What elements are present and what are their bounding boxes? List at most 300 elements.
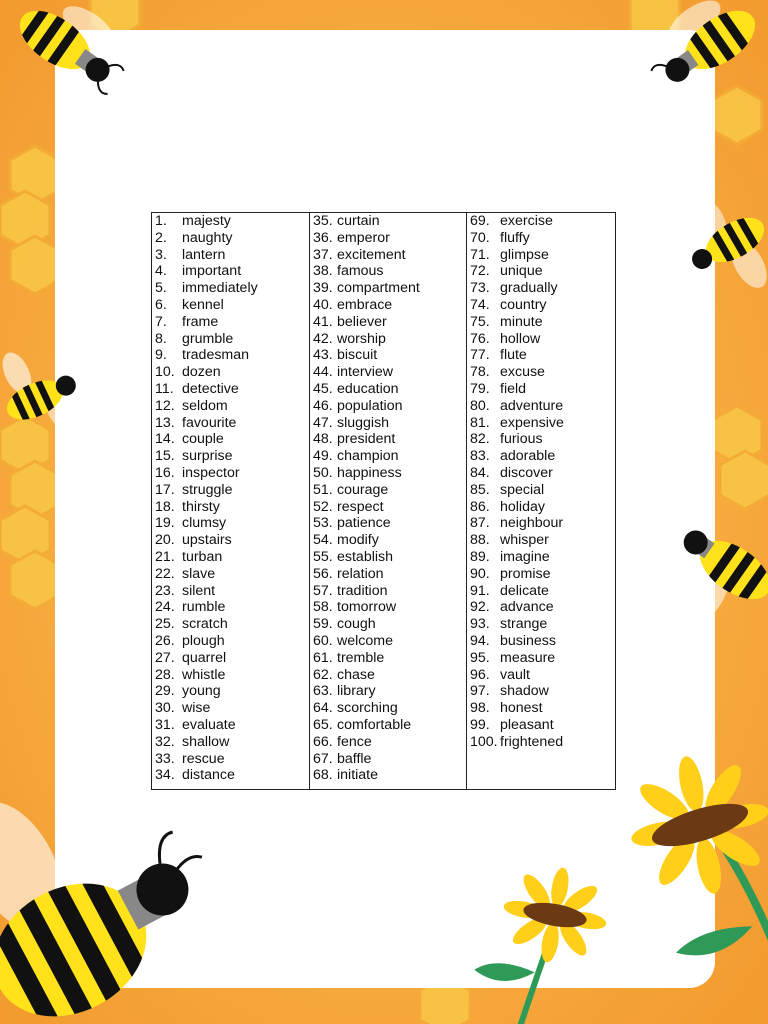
word-text: kennel (182, 296, 224, 313)
word-row (152, 667, 309, 684)
word-number: 51. (313, 481, 333, 498)
word-row (152, 717, 309, 734)
word-number: 100. (470, 733, 498, 750)
word-text: rumble (182, 599, 226, 616)
word-number: 83. (470, 448, 490, 465)
word-text: famous (337, 263, 384, 280)
word-row (467, 347, 615, 364)
word-number: 54. (313, 532, 333, 549)
word-row (152, 532, 309, 549)
word-text: vault (500, 666, 530, 683)
word-row (152, 230, 309, 247)
word-text: expensive (500, 414, 564, 431)
word-text: respect (337, 498, 384, 515)
word-number: 94. (470, 632, 490, 649)
word-row (467, 566, 615, 583)
word-number: 89. (470, 548, 490, 565)
word-text: population (337, 397, 403, 414)
word-row (152, 583, 309, 600)
word-row (152, 347, 309, 364)
word-row (152, 633, 309, 650)
word-text: field (500, 380, 527, 397)
word-number: 16. (155, 464, 175, 481)
word-text: chase (337, 666, 375, 683)
word-text: thirsty (182, 498, 220, 515)
word-row (467, 499, 615, 516)
word-number: 61. (313, 649, 333, 666)
word-number: 36. (313, 229, 333, 246)
word-text: clumsy (182, 515, 227, 532)
word-text: struggle (182, 481, 233, 498)
word-text: business (500, 632, 556, 649)
word-row (310, 566, 466, 583)
word-text: tomorrow (337, 599, 397, 616)
word-text: strange (500, 616, 548, 633)
word-number: 14. (155, 431, 175, 448)
word-number: 19. (155, 515, 175, 532)
word-number: 38. (313, 263, 333, 280)
word-text: flute (500, 347, 527, 364)
word-row (310, 549, 466, 566)
word-text: welcome (337, 632, 393, 649)
word-row (467, 398, 615, 415)
word-row (310, 331, 466, 348)
word-number: 70. (470, 229, 490, 246)
word-row (310, 667, 466, 684)
word-number: 33. (155, 750, 175, 767)
word-row (310, 683, 466, 700)
word-text: fence (337, 733, 372, 750)
word-number: 85. (470, 481, 490, 498)
word-text: whistle (182, 666, 226, 683)
word-text: minute (500, 313, 543, 330)
word-text: education (337, 380, 399, 397)
word-row (310, 583, 466, 600)
word-number: 95. (470, 649, 490, 666)
word-row (152, 700, 309, 717)
word-row (467, 247, 615, 264)
word-row (467, 448, 615, 465)
word-text: frame (182, 313, 219, 330)
word-text: surprise (182, 448, 233, 465)
word-text: frightened (500, 733, 564, 750)
word-number: 76. (470, 330, 490, 347)
word-number: 11. (155, 380, 174, 397)
word-column-1 (152, 213, 309, 789)
word-number: 29. (155, 683, 175, 700)
word-number: 69. (470, 213, 490, 229)
word-text: promise (500, 565, 551, 582)
word-row (152, 549, 309, 566)
word-number: 74. (470, 296, 490, 313)
word-row (467, 364, 615, 381)
word-text: comfortable (337, 716, 412, 733)
word-row (152, 331, 309, 348)
word-number: 49. (313, 448, 333, 465)
word-text: country (500, 296, 547, 313)
word-number: 21. (155, 548, 175, 565)
word-number: 96. (470, 666, 490, 683)
word-text: young (182, 683, 221, 700)
word-row (310, 532, 466, 549)
word-text: relation (337, 565, 384, 582)
word-row (152, 263, 309, 280)
word-number: 55. (313, 548, 333, 565)
word-text: believer (337, 313, 387, 330)
word-number: 67. (313, 750, 333, 767)
word-number: 87. (470, 515, 490, 532)
word-text: tradition (337, 582, 388, 599)
word-row (310, 465, 466, 482)
word-row (467, 465, 615, 482)
word-row (310, 398, 466, 415)
word-row (152, 247, 309, 264)
word-row (152, 767, 309, 784)
word-number: 32. (155, 733, 175, 750)
word-row (152, 213, 309, 230)
word-row (310, 213, 466, 230)
word-row (467, 280, 615, 297)
word-number: 17. (155, 481, 175, 498)
word-row (310, 499, 466, 516)
word-text: unique (500, 263, 543, 280)
word-number: 47. (313, 414, 333, 431)
word-text: dozen (182, 364, 221, 381)
word-text: upstairs (182, 532, 232, 549)
word-text: quarrel (182, 649, 227, 666)
word-number: 92. (470, 599, 490, 616)
word-number: 65. (313, 716, 333, 733)
word-number: 62. (313, 666, 333, 683)
word-row (152, 415, 309, 432)
word-text: establish (337, 548, 393, 565)
word-text: detective (182, 380, 239, 397)
word-row (310, 515, 466, 532)
word-number: 34. (155, 767, 175, 784)
word-row (467, 667, 615, 684)
word-text: wise (182, 700, 211, 717)
word-row (467, 515, 615, 532)
word-row (467, 599, 615, 616)
word-row (467, 415, 615, 432)
word-text: fluffy (500, 229, 530, 246)
word-row (310, 700, 466, 717)
word-number: 26. (155, 632, 175, 649)
word-number: 72. (470, 263, 490, 280)
word-text: turban (182, 548, 223, 565)
word-row (310, 650, 466, 667)
word-text: holiday (500, 498, 545, 515)
word-text: tradesman (182, 347, 250, 364)
word-column-2 (309, 213, 466, 789)
word-number: 98. (470, 700, 490, 717)
word-text: scorching (337, 700, 398, 717)
word-row (152, 364, 309, 381)
word-number: 57. (313, 582, 333, 599)
word-text: glimpse (500, 246, 549, 263)
word-text: courage (337, 481, 389, 498)
word-row (467, 683, 615, 700)
word-text: president (337, 431, 396, 448)
word-text: majesty (182, 213, 231, 229)
word-text: champion (337, 448, 399, 465)
word-number: 27. (155, 649, 175, 666)
word-number: 44. (313, 364, 333, 381)
word-row (310, 482, 466, 499)
word-number: 3. (155, 246, 167, 263)
word-number: 25. (155, 616, 175, 633)
word-number: 12. (155, 397, 175, 414)
word-row (310, 448, 466, 465)
word-number: 80. (470, 397, 490, 414)
word-text: couple (182, 431, 224, 448)
word-row (310, 734, 466, 751)
word-text: inspector (182, 464, 240, 481)
word-number: 37. (313, 246, 333, 263)
word-number: 40. (313, 296, 333, 313)
word-number: 35. (313, 213, 333, 229)
word-number: 75. (470, 313, 490, 330)
word-row (152, 280, 309, 297)
word-number: 41. (313, 313, 333, 330)
word-row (467, 583, 615, 600)
word-number: 2. (155, 229, 167, 246)
word-row (152, 616, 309, 633)
word-row (467, 297, 615, 314)
word-number: 1. (155, 213, 167, 229)
word-column-3 (466, 213, 615, 789)
word-number: 66. (313, 733, 333, 750)
word-number: 81. (470, 414, 490, 431)
word-row (467, 717, 615, 734)
word-number: 39. (313, 280, 333, 297)
word-text: adventure (500, 397, 564, 414)
word-row (152, 734, 309, 751)
word-number: 73. (470, 280, 490, 297)
word-row (467, 331, 615, 348)
word-number: 90. (470, 565, 490, 582)
word-text: lantern (182, 246, 226, 263)
word-row (152, 650, 309, 667)
word-row (310, 297, 466, 314)
word-text: scratch (182, 616, 228, 633)
word-number: 7. (155, 313, 167, 330)
word-number: 88. (470, 532, 490, 549)
word-row (152, 515, 309, 532)
word-text: immediately (182, 280, 258, 297)
word-number: 78. (470, 364, 490, 381)
word-row (467, 263, 615, 280)
word-row (152, 499, 309, 516)
word-text: embrace (337, 296, 393, 313)
word-number: 28. (155, 666, 175, 683)
word-row (467, 431, 615, 448)
word-number: 52. (313, 498, 333, 515)
word-text: silent (182, 582, 216, 599)
word-number: 24. (155, 599, 175, 616)
word-number: 50. (313, 464, 333, 481)
word-number: 15. (155, 448, 175, 465)
word-row (152, 431, 309, 448)
word-number: 64. (313, 700, 333, 717)
word-row (152, 448, 309, 465)
word-row (310, 599, 466, 616)
word-number: 13. (155, 414, 175, 431)
word-row (152, 683, 309, 700)
word-number: 31. (155, 716, 175, 733)
word-text: hollow (500, 330, 541, 347)
word-row (310, 767, 466, 784)
word-text: modify (337, 532, 379, 549)
word-row (467, 549, 615, 566)
word-row (152, 398, 309, 415)
word-text: exercise (500, 213, 553, 229)
word-number: 79. (470, 380, 490, 397)
word-text: biscuit (337, 347, 378, 364)
word-text: distance (182, 767, 235, 784)
word-row (310, 381, 466, 398)
word-text: seldom (182, 397, 228, 414)
spelling-word-table (151, 212, 616, 790)
word-number: 58. (313, 599, 333, 616)
word-row (467, 633, 615, 650)
word-row (467, 230, 615, 247)
word-text: discover (500, 464, 553, 481)
word-text: library (337, 683, 376, 700)
word-number: 71. (470, 246, 490, 263)
word-text: excuse (500, 364, 545, 381)
word-row (152, 566, 309, 583)
word-row (310, 247, 466, 264)
word-text: measure (500, 649, 556, 666)
word-number: 60. (313, 632, 333, 649)
word-text: shadow (500, 683, 549, 700)
word-row (467, 650, 615, 667)
word-row (467, 381, 615, 398)
word-row (152, 465, 309, 482)
word-text: special (500, 481, 545, 498)
word-number: 56. (313, 565, 333, 582)
word-number: 53. (313, 515, 333, 532)
word-row (310, 347, 466, 364)
word-text: advance (500, 599, 554, 616)
word-text: curtain (337, 213, 380, 229)
word-number: 9. (155, 347, 167, 364)
word-text: pleasant (500, 716, 554, 733)
word-number: 93. (470, 616, 490, 633)
word-number: 10. (155, 364, 175, 381)
word-row (310, 415, 466, 432)
word-text: important (182, 263, 242, 280)
word-text: delicate (500, 582, 549, 599)
word-text: evaluate (182, 716, 236, 733)
word-text: favourite (182, 414, 237, 431)
word-text: worship (337, 330, 386, 347)
word-row (467, 482, 615, 499)
word-number: 6. (155, 296, 167, 313)
word-text: neighbour (500, 515, 564, 532)
word-number: 43. (313, 347, 333, 364)
word-row (467, 734, 615, 751)
word-text: sluggish (337, 414, 390, 431)
word-row (310, 751, 466, 768)
word-row (467, 616, 615, 633)
word-row (310, 364, 466, 381)
word-number: 23. (155, 582, 175, 599)
word-number: 91. (470, 582, 490, 599)
word-row (467, 700, 615, 717)
word-text: emperor (337, 229, 390, 246)
word-row (310, 717, 466, 734)
word-text: honest (500, 700, 543, 717)
word-row (152, 381, 309, 398)
word-text: excitement (337, 246, 406, 263)
word-row (467, 532, 615, 549)
word-row (310, 314, 466, 331)
word-number: 45. (313, 380, 333, 397)
word-number: 30. (155, 700, 175, 717)
word-text: cough (337, 616, 376, 633)
word-text: patience (337, 515, 391, 532)
word-row (467, 213, 615, 230)
word-text: compartment (337, 280, 420, 297)
word-number: 82. (470, 431, 490, 448)
word-text: naughty (182, 229, 233, 246)
word-number: 63. (313, 683, 333, 700)
word-text: slave (182, 565, 216, 582)
word-text: furious (500, 431, 543, 448)
word-number: 86. (470, 498, 490, 515)
word-row (467, 314, 615, 331)
word-number: 18. (155, 498, 175, 515)
word-text: plough (182, 632, 225, 649)
word-number: 48. (313, 431, 333, 448)
word-text: adorable (500, 448, 556, 465)
word-text: whisper (500, 532, 549, 549)
word-text: grumble (182, 330, 234, 347)
word-row (152, 751, 309, 768)
word-text: imagine (500, 548, 550, 565)
word-number: 4. (155, 263, 167, 280)
word-number: 68. (313, 767, 333, 784)
word-row (310, 431, 466, 448)
word-text: happiness (337, 464, 402, 481)
word-row (310, 280, 466, 297)
word-row (152, 599, 309, 616)
word-row (310, 616, 466, 633)
word-text: gradually (500, 280, 558, 297)
word-number: 99. (470, 716, 490, 733)
word-text: tremble (337, 649, 385, 666)
word-text: interview (337, 364, 393, 381)
word-row (152, 297, 309, 314)
word-number: 42. (313, 330, 333, 347)
word-number: 97. (470, 683, 490, 700)
word-text: rescue (182, 750, 225, 767)
word-number: 77. (470, 347, 490, 364)
word-row (152, 314, 309, 331)
word-number: 8. (155, 330, 167, 347)
word-number: 5. (155, 280, 167, 297)
word-number: 84. (470, 464, 490, 481)
word-row (310, 230, 466, 247)
word-text: shallow (182, 733, 230, 750)
word-text: baffle (337, 750, 372, 767)
word-row (310, 263, 466, 280)
word-number: 59. (313, 616, 333, 633)
word-row (310, 633, 466, 650)
word-text: initiate (337, 767, 379, 784)
